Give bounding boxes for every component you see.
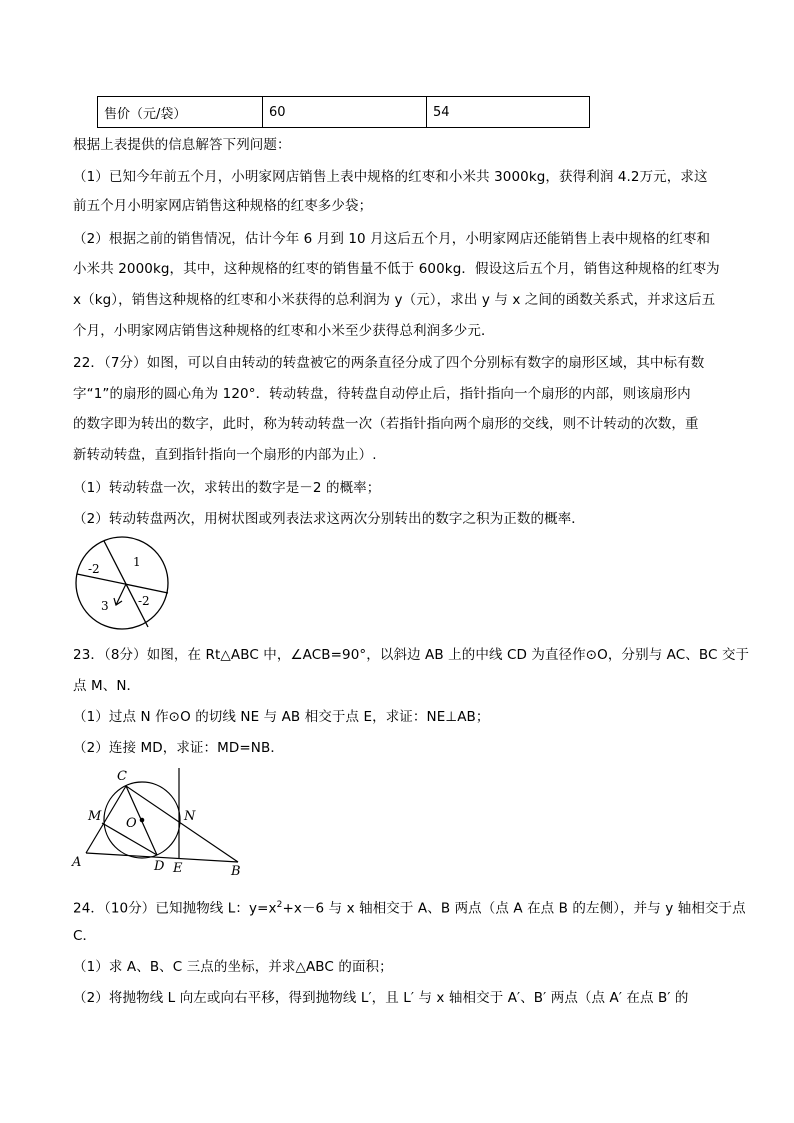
label-A: A <box>72 855 82 870</box>
q21-p1-line1: （1）已知今年前五个月，小明家网店销售上表中规格的红枣和小米共 3000kg，获得利润 4.2万元，求这 <box>73 169 708 185</box>
q23-p2: （2）连接 MD，求证：MD=NB． <box>73 740 284 756</box>
q24-line1-a: 24．（10分）已知抛物线 L：y=x <box>73 900 277 917</box>
label-O: O <box>126 816 137 831</box>
q22-p2: （2）转动转盘两次，用树状图或列表法求这两次分别转出的数字之积为正数的概率． <box>73 511 585 527</box>
q21-p2-line3: x（kg），销售这种规格的红枣和小米获得的总利润为 y（元），求出 y 与 x 之间的函数关系式，并求这后五 <box>73 292 716 308</box>
intro-line: 根据上表提供的信息解答下列问题： <box>73 137 291 153</box>
price-table <box>97 96 590 128</box>
center-point-O <box>140 818 145 823</box>
q23-p1: （1）过点 N 作⊙O 的切线 NE 与 AB 相交于点 E，求证：NE⊥AB； <box>73 709 490 725</box>
q23-line1: 23．（8分）如图，在 Rt△ABC 中，∠ACB=90°，以斜边 AB 上的中线 CD 为直径作⊙O，分别与 AC、BC 交于 <box>73 647 750 663</box>
q21-p2-line1: （2）根据之前的销售情况，估计今年 6 月到 10 月这后五个月，小明家网店还能销售上表中规格的红枣和 <box>73 231 711 247</box>
label-D: D <box>154 859 165 874</box>
q24-line1-sup: 2 <box>276 900 283 910</box>
q23-line2: 点 M、N． <box>73 678 141 694</box>
q22-p1: （1）转动转盘一次，求转出的数字是－2 的概率； <box>73 480 381 496</box>
spinner-label-minus2-left: -2 <box>88 562 100 576</box>
q24-p2: （2）将抛物线 L 向左或向右平移，得到抛物线 L′，且 L′ 与 x 轴相交于 A′、B′ 两点（点 A′ 在点 B′ 的 <box>73 990 689 1006</box>
q21-p1-line2: 前五个月小明家网店销售这种规格的红枣多少袋； <box>73 198 373 214</box>
q24-line1 <box>73 895 746 919</box>
spinner-figure <box>71 536 177 630</box>
spinner-label-minus2-right: -2 <box>138 594 150 608</box>
q24-line2: C． <box>73 928 97 944</box>
price-cell-2: 54 <box>427 97 590 128</box>
q21-p2-line4: 个月，小明家网店销售这种规格的红枣和小米至少获得总利润多少元． <box>73 323 495 339</box>
q24-line1-b: +x－6 与 x 轴相交于 A、B 两点（点 A 在点 B 的左侧），并与 y 轴相交于点 <box>282 900 746 917</box>
label-C: C <box>117 769 127 784</box>
spinner-label-1: 1 <box>133 555 141 569</box>
spinner-label-3: 3 <box>101 599 109 613</box>
q22-line2: 字“1”的扇形的圆心角为 120°．转动转盘，待转盘自动停止后，指针指向一个扇形的内部，则该扇形内 <box>73 386 691 402</box>
label-E: E <box>173 861 183 876</box>
q22-line4: 新转动转盘，直到指针指向一个扇形的内部为止）. <box>73 447 377 463</box>
q24-p1: （1）求 A、B、C 三点的坐标，并求△ABC 的面积； <box>73 959 393 975</box>
price-cell-1: 60 <box>263 97 427 128</box>
q22-line1: 22．（7分）如图，可以自由转动的转盘被它的两条直径分成了四个分别标有数字的扇形区域，其中标有数 <box>73 355 705 371</box>
q21-p2-line2: 小米共 2000kg，其中，这种规格的红枣的销售量不低于 600kg．假设这后五个月，销售这种规格的红枣为 <box>73 261 720 277</box>
q22-line3: 的数字即为转出的数字，此时，称为转动转盘一次（若指针指向两个扇形的交线，则不计转动的次数，重 <box>73 416 699 432</box>
geometry-figure <box>66 766 258 878</box>
label-M: M <box>88 809 102 824</box>
price-label-cell: 售价（元/袋） <box>98 97 263 128</box>
table-row <box>98 97 590 128</box>
label-N: N <box>184 809 196 824</box>
label-B: B <box>231 864 241 879</box>
